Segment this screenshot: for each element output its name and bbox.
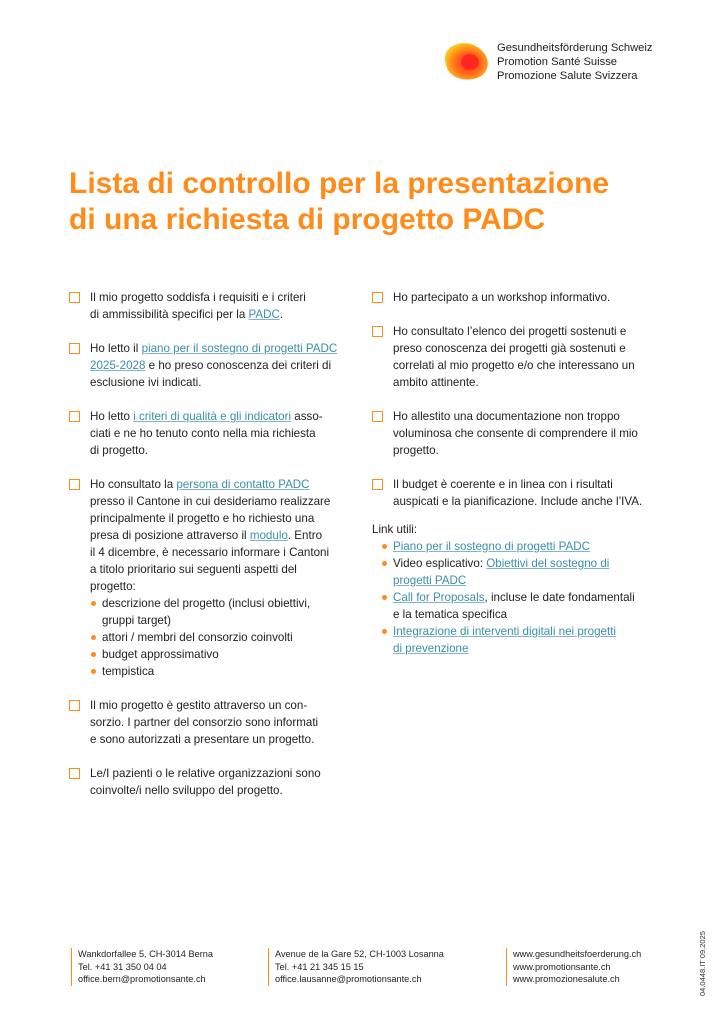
checklist-item-requirements <box>69 289 359 323</box>
list-item <box>90 595 359 612</box>
checklist-item-quality-criteria <box>69 408 359 459</box>
checkbox-workshop[interactable] <box>372 292 383 303</box>
bullet-icon <box>382 544 387 549</box>
item-text <box>90 476 359 493</box>
logo-line-fr: Promotion Santé Suisse <box>497 56 618 68</box>
list-item <box>381 538 672 555</box>
footer-phone: Tel. +41 31 350 04 04 <box>78 961 167 972</box>
item-text: Ho partecipato a un workshop informativo. <box>393 291 611 304</box>
item-text: sorzio. I partner del consorzio sono informati <box>90 716 319 729</box>
item-text-span: Ho consultato la <box>90 478 177 491</box>
list-item-text: budget approssimativo <box>102 648 219 661</box>
footer-address: Wankdorfallee 5, CH-3014 Berna <box>78 949 213 959</box>
list-item-text: e la tematica specifica <box>393 608 508 621</box>
logo <box>443 40 703 84</box>
list-item-text: Video esplicativo: <box>393 557 487 570</box>
item-text: e sono autorizzati a presentare un progetto. <box>90 733 315 746</box>
item-text-span: di ammissibilità specifici per la <box>90 308 249 321</box>
item-text: ciati e ne ho tenuto conto nella mia richiesta <box>90 427 316 440</box>
footer-website[interactable]: www.gesundheitsfoerderung.ch <box>513 949 642 959</box>
checkbox-budget[interactable] <box>372 479 383 490</box>
link-digital-interventions[interactable]: Integrazione di interventi digitali nei progetti <box>393 625 616 638</box>
list-item-continuation <box>381 572 672 589</box>
checkbox-consortium[interactable] <box>69 700 80 711</box>
document-reference: 04.0448.IT 09.2025 <box>698 931 707 996</box>
list-item-continuation <box>381 640 672 657</box>
bullet-icon <box>382 561 387 566</box>
list-item <box>381 589 672 606</box>
item-text-span: Ho letto <box>90 410 134 423</box>
link-quality-criteria[interactable]: i criteri di qualità e gli indicatori <box>133 410 292 423</box>
list-item <box>90 663 359 680</box>
checklist-item-documentation <box>372 408 672 459</box>
footer-website[interactable]: www.promozionesalute.ch <box>513 974 620 984</box>
item-text: esclusione ivi indicati. <box>90 376 202 389</box>
item-text-span: . Entro <box>287 529 323 542</box>
item-text: coinvolte/i nello sviluppo del progetto. <box>90 784 283 797</box>
bullet-icon <box>91 635 96 640</box>
list-item <box>381 555 672 572</box>
bullet-icon <box>382 595 387 600</box>
checklist-left-column <box>69 289 359 799</box>
checklist-item-plan <box>69 340 359 391</box>
bullet-icon <box>91 601 96 606</box>
item-text: voluminosa che consente di comprendere il mio <box>393 427 638 440</box>
link-video-objectives-cont[interactable]: progetti PADC <box>393 574 467 587</box>
footer-phone: Tel. +41 21 345 15 15 <box>275 961 364 972</box>
bullet-icon <box>91 652 96 657</box>
footer-website[interactable]: www.promotionsante.ch <box>513 961 611 972</box>
item-text: ambito attinente. <box>393 376 479 389</box>
item-text-span: Ho letto il <box>90 342 142 355</box>
footer-address: Avenue de la Gare 52, CH-1003 Losanna <box>275 949 444 959</box>
checkbox-contact-person[interactable] <box>69 479 80 490</box>
item-text: Il mio progetto soddisfa i requisiti e i criteri <box>90 291 306 304</box>
item-text <box>90 357 359 374</box>
checklist-item-patients <box>69 765 359 799</box>
item-text-span: asso- <box>291 410 323 423</box>
list-item <box>381 623 672 640</box>
item-text <box>90 340 359 357</box>
item-text: progetto. <box>393 444 439 457</box>
checkbox-supported-projects[interactable] <box>372 326 383 337</box>
list-item-text: attori / membri del consorzio coinvolti <box>102 631 293 644</box>
item-text: Ho allestito una documentazione non troppo <box>393 410 620 423</box>
logo-text <box>497 41 652 83</box>
item-text: Le/I pazienti o le relative organizzazioni sono <box>90 767 321 780</box>
link-form[interactable]: modulo <box>249 529 288 542</box>
bullet-icon <box>382 629 387 634</box>
project-aspects-list <box>90 595 359 680</box>
checklist-item-consortium <box>69 697 359 748</box>
link-support-plan[interactable]: Piano per il sostegno di progetti PADC <box>393 540 590 553</box>
link-padc[interactable]: PADC <box>248 308 280 321</box>
list-item <box>90 629 359 646</box>
item-text-span: presa di posizione attraverso il <box>90 529 250 542</box>
useful-links-heading: Link utili: <box>372 523 418 536</box>
item-text <box>90 408 359 425</box>
link-contact-person[interactable]: persona di contatto PADC <box>176 478 310 491</box>
link-plan-padc[interactable]: piano per il sostegno di progetti PADC <box>141 342 338 355</box>
item-text: Il mio progetto è gestito attraverso un con- <box>90 699 308 712</box>
useful-links-list <box>372 538 672 657</box>
list-item <box>90 646 359 663</box>
item-text: preso conoscenza dei progetti già sostenuti e <box>393 342 626 355</box>
checkbox-plan[interactable] <box>69 343 80 354</box>
checkbox-requirements[interactable] <box>69 292 80 303</box>
page-title-line-1: Lista di controllo per la presentazione <box>69 167 610 200</box>
footer-lausanne <box>268 948 444 986</box>
list-item-text: gruppi target) <box>102 614 171 627</box>
item-text: Il budget è coerente e in linea con i risultati <box>393 478 613 491</box>
list-item-text: tempistica <box>102 665 155 678</box>
footer-bern <box>71 948 213 986</box>
item-text: principalmente il progetto e ho richiesto una <box>90 512 315 525</box>
checklist-item-workshop <box>372 289 672 306</box>
checkbox-quality-criteria[interactable] <box>69 411 80 422</box>
list-item-text: descrizione del progetto (inclusi obiettivi, <box>102 597 311 610</box>
item-text: di progetto. <box>90 444 149 457</box>
checkbox-documentation[interactable] <box>372 411 383 422</box>
checkbox-patients[interactable] <box>69 768 80 779</box>
link-digital-interventions-cont[interactable]: di prevenzione <box>393 642 469 655</box>
footer-email[interactable]: office.lausanne@promotionsante.ch <box>275 974 422 984</box>
item-text: auspicati e la pianificazione. Include anche l’IVA. <box>393 495 643 508</box>
link-video-objectives[interactable]: Obiettivi del sostegno di <box>486 557 610 570</box>
item-text: a titolo prioritario sui seguenti aspetti del <box>90 563 297 576</box>
item-text-span: . <box>279 308 284 321</box>
item-text-span: e ho preso conoscenza dei criteri di <box>145 359 332 372</box>
item-text: il 4 dicembre, è necessario informare i Cantoni <box>90 546 330 559</box>
checklist-right-column <box>372 289 672 657</box>
checklist-item-supported-projects <box>372 323 672 391</box>
checklist-item-contact-person <box>69 476 359 680</box>
item-text: presso il Cantone in cui desideriamo realizzare <box>90 495 331 508</box>
page-title-line-2: di una richiesta di progetto PADC <box>69 203 546 236</box>
bullet-icon <box>91 669 96 674</box>
list-item-continuation <box>90 612 359 629</box>
item-text: progetto: <box>90 580 136 593</box>
item-text <box>90 306 359 323</box>
item-text: Ho consultato l’elenco dei progetti sostenuti e <box>393 325 627 338</box>
footer-websites <box>506 948 641 986</box>
page-title <box>69 166 689 238</box>
item-text <box>90 527 359 544</box>
link-call-for-proposals[interactable]: Call for Proposals <box>393 591 485 604</box>
logo-mark <box>443 40 493 82</box>
item-text: correlati al mio progetto e/o che interessano un <box>393 359 635 372</box>
logo-line-it: Promozione Salute Svizzera <box>497 70 638 82</box>
footer-email[interactable]: office.bern@promotionsante.ch <box>78 974 206 984</box>
list-item-continuation <box>381 606 672 623</box>
link-plan-padc-years[interactable]: 2025-2028 <box>90 359 146 372</box>
logo-line-de: Gesundheitsförderung Schweiz <box>497 42 653 54</box>
list-item-text: , incluse le date fondamentali <box>484 591 635 604</box>
checklist-item-budget <box>372 476 672 510</box>
